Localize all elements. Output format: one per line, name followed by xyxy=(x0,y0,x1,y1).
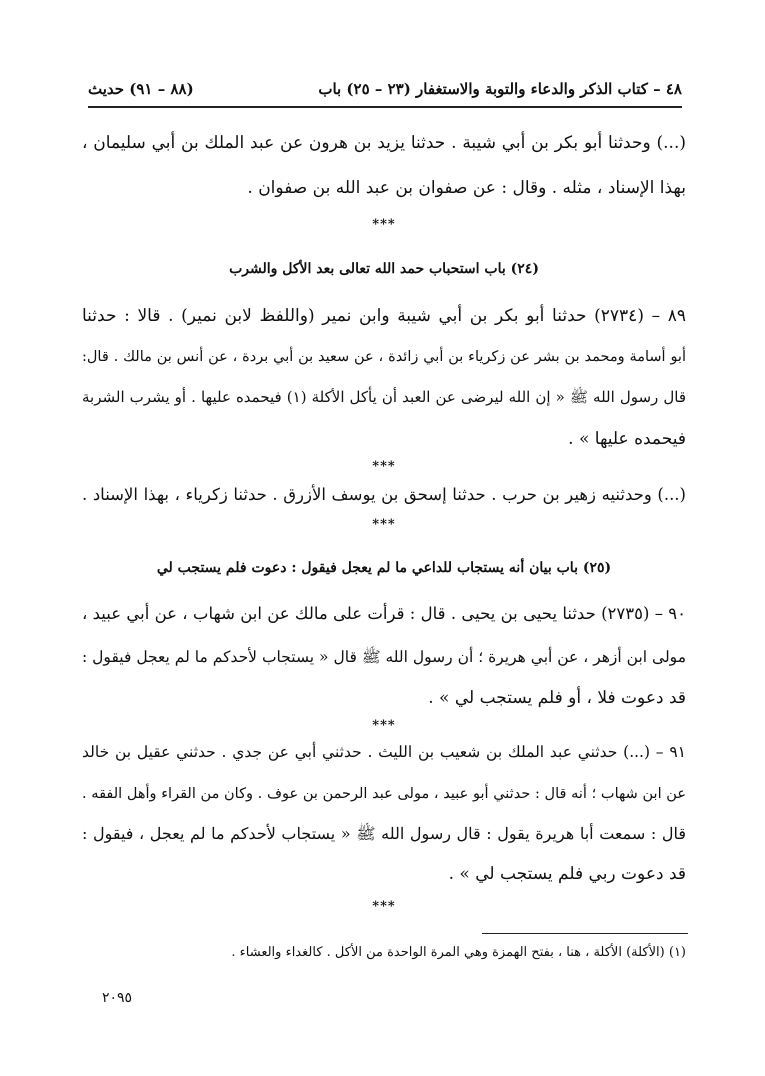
section-separator: *** xyxy=(372,517,396,532)
header-book-title: ٤٨ – كتاب الذكر والدعاء والتوبة والاستغفار (٢٣ – ٢٥) باب xyxy=(318,80,682,98)
hadith-89-line-3: قال رسول الله ﷺ « إن الله ليرضى عن العبد أن يأكل الأكلة (١) فيحمده عليها . أو يشرب الشربة xyxy=(82,388,686,406)
hadith-89-line-1: ٨٩ – (٢٧٣٤) حدثنا أبو بكر بن أبي شيبة وابن نمير (واللفظ لابن نمير) . قالا : حدثنا xyxy=(82,306,686,326)
hadith-91-line-1: ٩١ – (...) حدثني عبد الملك بن شعيب بن الليث . حدثني أبي عن جدي . حدثني عقيل بن خالد xyxy=(82,743,686,761)
running-header xyxy=(88,76,682,104)
hadith-91-line-3: قال : سمعت أبا هريرة يقول : قال رسول الله ﷺ « يستجاب لأحدكم ما لم يعجل ، فيقول : xyxy=(82,824,686,843)
hadith-89-line-2: أبو أسامة ومحمد بن بشر عن زكرياء بن أبي زائدة ، عن سعيد بن أبي بردة ، عن أنس بن مالك . قال: xyxy=(82,349,686,365)
text-line-1: (...) وحدثنا أبو بكر بن أبي شيبة . حدثنا يزيد بن هرون عن عبد الملك بن أبي سليمان ، xyxy=(82,133,686,153)
hadith-89b-line: (...) وحدثنيه زهير بن حرب . حدثنا إسحق بن يوسف الأزرق . حدثنا زكرياء ، بهذا الإسناد . xyxy=(82,485,686,504)
header-divider xyxy=(88,106,682,108)
section-separator: *** xyxy=(372,718,396,733)
header-hadith-range: (٨٨ – ٩١) حديث xyxy=(88,80,194,98)
hadith-89-line-4: فيحمده عليها » . xyxy=(568,429,686,449)
footnote-divider xyxy=(482,933,688,934)
chapter-heading-25: (٢٥) باب بيان أنه يستجاب للداعي ما لم يعجل فيقول : دعوت فلم يستجب لي xyxy=(156,560,612,576)
section-separator: *** xyxy=(372,217,396,232)
text-line-2: بهذا الإسناد ، مثله . وقال : عن صفوان بن عبد الله بن صفوان . xyxy=(247,178,686,198)
hadith-90-line-2: مولى ابن أزهر ، عن أبي هريرة ؛ أن رسول الله ﷺ قال « يستجاب لأحدكم ما لم يعجل فيقول : xyxy=(82,648,686,666)
hadith-91-line-2: عن ابن شهاب ؛ أنه قال : حدثني أبو عبيد ، مولى عبد الرحمن بن عوف . وكان من القراء وأهل الفقه . xyxy=(82,786,686,802)
hadith-90-line-3: قد دعوت فلا ، أو فلم يستجب لي » . xyxy=(428,688,686,708)
section-separator: *** xyxy=(372,899,396,914)
footnote: (١) (الأكلة) الأكلة ، هنا ، بفتح الهمزة وهي المرة الواحدة من الأكل . كالغداء والعشاء . xyxy=(231,945,686,960)
chapter-heading-24: (٢٤) باب استحباب حمد الله تعالى بعد الأكل والشرب xyxy=(229,261,539,277)
page-number: ٢٠٩٥ xyxy=(102,990,133,1006)
hadith-91-line-4: قد دعوت ربي فلم يستجب لي » . xyxy=(448,864,686,884)
hadith-90-line-1: ٩٠ – (٢٧٣٥) حدثنا يحيى بن يحيى . قال : قرأت على مالك عن ابن شهاب ، عن أبي عبيد ، xyxy=(82,604,686,623)
section-separator: *** xyxy=(372,459,396,474)
